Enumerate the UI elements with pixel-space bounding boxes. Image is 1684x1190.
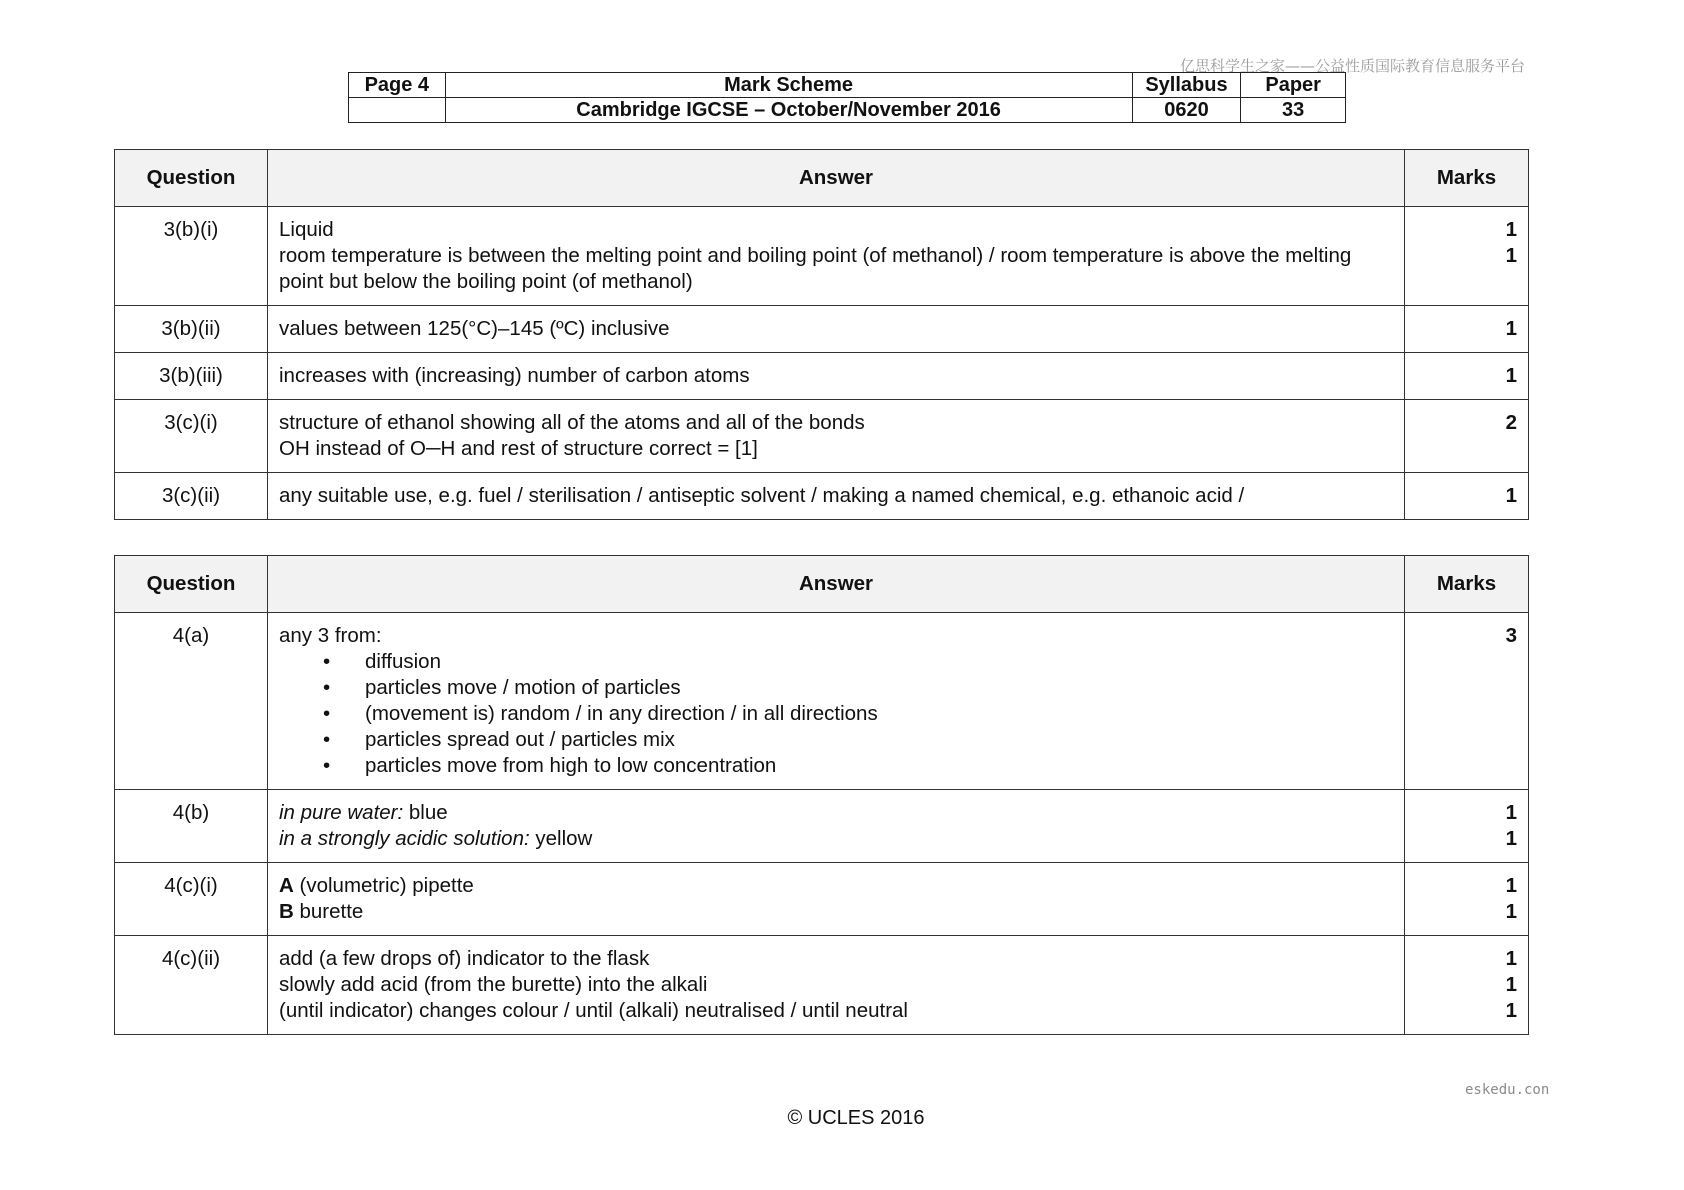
answer-cell xyxy=(268,353,1405,400)
bullet-symbol: • xyxy=(323,676,331,699)
watermark-top: 亿思科学生之家——公益性质国际教育信息服务平台 xyxy=(1180,57,1526,75)
bullet-text: diffusion xyxy=(365,650,441,673)
answer-label: B xyxy=(279,900,294,923)
answer-line: Liquid xyxy=(279,218,334,241)
question-number: 3(b)(iii) xyxy=(115,353,268,400)
bullet-symbol: • xyxy=(323,702,331,725)
column-header-answer: Answer xyxy=(268,556,1405,613)
answer-line: add (a few drops of) indicator to the flask xyxy=(279,947,650,970)
mark-scheme-table-1 xyxy=(114,149,1529,520)
paper-value: 33 xyxy=(1241,98,1346,123)
mark-value: 1 xyxy=(1505,317,1517,340)
mark-value: 1 xyxy=(1505,244,1517,267)
question-number: 4(c)(ii) xyxy=(115,936,268,1035)
table-header-row xyxy=(115,150,1529,207)
paper-label: Paper xyxy=(1241,73,1346,98)
page-label: Page 4 xyxy=(349,73,446,98)
answer-line xyxy=(279,800,1392,826)
answer-line: structure of ethanol showing all of the atoms and all of the bonds xyxy=(279,411,865,434)
mark-value: 1 xyxy=(1505,827,1517,850)
table-row xyxy=(115,790,1529,863)
list-item xyxy=(279,701,1392,727)
header-title: Mark Scheme xyxy=(445,73,1132,98)
marks-cell xyxy=(1405,306,1529,353)
mark-value: 2 xyxy=(1505,411,1517,434)
header-subtitle: Cambridge IGCSE – October/November 2016 xyxy=(445,98,1132,123)
question-number: 4(c)(i) xyxy=(115,863,268,936)
answer-cell xyxy=(268,473,1405,520)
column-header-question: Question xyxy=(115,150,268,207)
table-header-row xyxy=(115,556,1529,613)
table-row xyxy=(115,613,1529,790)
answer-cell xyxy=(268,306,1405,353)
marks-cell xyxy=(1405,936,1529,1035)
answer-line: values between 125(°C)–145 (ºC) inclusive xyxy=(279,317,670,340)
question-number: 3(b)(ii) xyxy=(115,306,268,353)
answer-value: yellow xyxy=(529,827,593,850)
bullet-text: (movement is) random / in any direction / in all directions xyxy=(365,702,878,725)
answer-cell xyxy=(268,613,1405,790)
answer-line xyxy=(279,826,1392,852)
list-item xyxy=(279,753,1392,779)
list-item xyxy=(279,649,1392,675)
marks-cell xyxy=(1405,207,1529,306)
answer-line: slowly add acid (from the burette) into the alkali xyxy=(279,973,708,996)
answer-value: (volumetric) pipette xyxy=(293,874,474,897)
column-header-answer: Answer xyxy=(268,150,1405,207)
bullet-text: particles move from high to low concentration xyxy=(365,754,777,777)
answer-cell xyxy=(268,790,1405,863)
marks-cell xyxy=(1405,863,1529,936)
mark-value: 1 xyxy=(1505,484,1517,507)
answer-label: in a strongly acidic solution: xyxy=(279,827,530,850)
mark-value: 1 xyxy=(1505,947,1517,970)
answer-cell xyxy=(268,936,1405,1035)
question-number: 4(a) xyxy=(115,613,268,790)
question-number: 3(c)(i) xyxy=(115,400,268,473)
mark-value: 1 xyxy=(1505,218,1517,241)
table-row xyxy=(115,353,1529,400)
mark-value: 1 xyxy=(1505,973,1517,996)
column-header-question: Question xyxy=(115,556,268,613)
syllabus-value: 0620 xyxy=(1132,98,1241,123)
page-header-table xyxy=(348,72,1346,123)
question-number: 4(b) xyxy=(115,790,268,863)
watermark-bottom: eskedu.con xyxy=(1465,1082,1550,1098)
marks-cell xyxy=(1405,400,1529,473)
table-row xyxy=(115,400,1529,473)
answer-line xyxy=(279,899,1392,925)
answer-line: room temperature is between the melting point and boiling point (of methanol) / room temperature is above the melting point but below the boiling point (of methanol) xyxy=(279,244,1352,293)
answer-line: OH instead of O─H and rest of structure correct = [1] xyxy=(279,437,758,460)
answer-cell xyxy=(268,863,1405,936)
marks-cell xyxy=(1405,790,1529,863)
answer-intro: any 3 from: xyxy=(279,624,382,647)
table-row xyxy=(115,473,1529,520)
question-number: 3(b)(i) xyxy=(115,207,268,306)
answer-line xyxy=(279,873,1392,899)
header-empty-cell xyxy=(349,98,446,123)
answer-label: in pure water: xyxy=(279,801,404,824)
answer-line: increases with (increasing) number of carbon atoms xyxy=(279,364,750,387)
answer-value: burette xyxy=(293,900,364,923)
bullet-text: particles spread out / particles mix xyxy=(365,728,675,751)
table-row xyxy=(115,207,1529,306)
bullet-symbol: • xyxy=(323,754,331,777)
table-row xyxy=(115,863,1529,936)
marks-cell xyxy=(1405,473,1529,520)
answer-value: blue xyxy=(403,801,448,824)
syllabus-label: Syllabus xyxy=(1132,73,1241,98)
answer-cell xyxy=(268,207,1405,306)
bullet-list xyxy=(279,649,1392,779)
answer-line: (until indicator) changes colour / until (alkali) neutralised / until neutral xyxy=(279,999,908,1022)
mark-scheme-table-2 xyxy=(114,555,1529,1035)
answer-label: A xyxy=(279,874,294,897)
mark-value: 1 xyxy=(1505,999,1517,1022)
column-header-marks: Marks xyxy=(1405,150,1529,207)
column-header-marks: Marks xyxy=(1405,556,1529,613)
bullet-text: particles move / motion of particles xyxy=(365,676,681,699)
marks-cell xyxy=(1405,613,1529,790)
answer-cell xyxy=(268,400,1405,473)
mark-value: 1 xyxy=(1505,874,1517,897)
list-item xyxy=(279,675,1392,701)
mark-value: 1 xyxy=(1505,900,1517,923)
question-number: 3(c)(ii) xyxy=(115,473,268,520)
answer-line: any suitable use, e.g. fuel / sterilisation / antiseptic solvent / making a named chemical, e.g. ethanoic acid / xyxy=(279,484,1245,507)
mark-value: 1 xyxy=(1505,364,1517,387)
list-item xyxy=(279,727,1392,753)
marks-cell xyxy=(1405,353,1529,400)
bullet-symbol: • xyxy=(323,728,331,751)
mark-value: 1 xyxy=(1505,801,1517,824)
table-row xyxy=(115,936,1529,1035)
mark-value: 3 xyxy=(1505,624,1517,647)
table-row xyxy=(115,306,1529,353)
bullet-symbol: • xyxy=(323,650,331,673)
copyright-footer: © UCLES 2016 xyxy=(787,1107,925,1129)
